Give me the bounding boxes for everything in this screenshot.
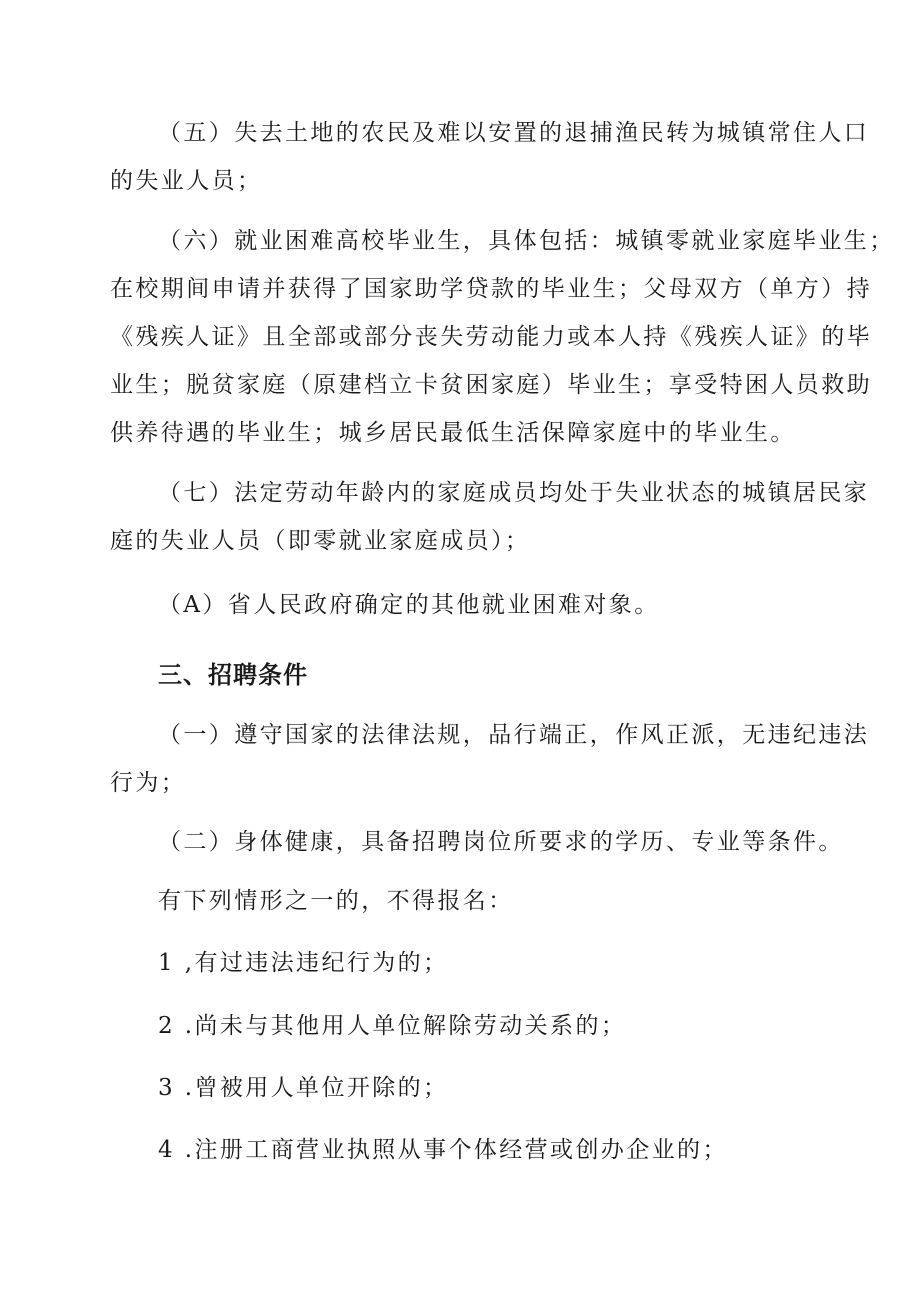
condition-1-line-1: （一）遵守国家的法律法规，品行端正，作风正派，无违纪违法 <box>158 722 870 748</box>
paragraph-6-line-2: 在校期间申请并获得了国家助学贷款的毕业生；父母双方（单方）持 <box>110 276 872 302</box>
exclusion-item: 1 ,有过违法违纪行为的； <box>158 950 449 976</box>
exclusion-intro: 有下列情形之一的，不得报名： <box>158 888 514 914</box>
exclusion-item: 4 .注册工商营业执照从事个体经营或创办企业的； <box>158 1137 728 1163</box>
condition-2-line-1: （二）身体健康，具备招聘岗位所要求的学历、专业等条件。 <box>158 829 844 855</box>
paragraph-7-line-1: （七）法定劳动年龄内的家庭成员均处于失业状态的城镇居民家 <box>158 480 870 506</box>
exclusion-item: 2 .尚未与其他用人单位解除劳动关系的； <box>158 1013 627 1039</box>
section-heading: 三、招聘条件 <box>158 661 308 689</box>
paragraph-6-line-3: 《残疾人证》且全部或部分丧失劳动能力或本人持《残疾人证》的毕 <box>110 324 872 350</box>
paragraph-6-line-5: 供养待遇的毕业生；城乡居民最低生活保障家庭中的毕业生。 <box>110 420 796 446</box>
condition-1-line-2: 行为； <box>110 770 187 796</box>
paragraph-5-line-1: （五）失去土地的农民及难以安置的退捕渔民转为城镇常住人口 <box>158 120 870 146</box>
paragraph-5-line-2: 的失业人员； <box>110 168 263 194</box>
paragraph-7-line-2: 庭的失业人员（即零就业家庭成员）； <box>110 528 531 554</box>
exclusion-item: 3 .曾被用人单位开除的； <box>158 1075 449 1101</box>
paragraph-8-line-1: （A）省人民政府确定的其他就业困难对象。 <box>158 592 660 618</box>
paragraph-6-line-1: （六）就业困难高校毕业生，具体包括：城镇零就业家庭毕业生； <box>158 228 895 254</box>
paragraph-6-line-4: 业生；脱贫家庭（原建档立卡贫困家庭）毕业生；享受特困人员救助 <box>110 372 872 398</box>
